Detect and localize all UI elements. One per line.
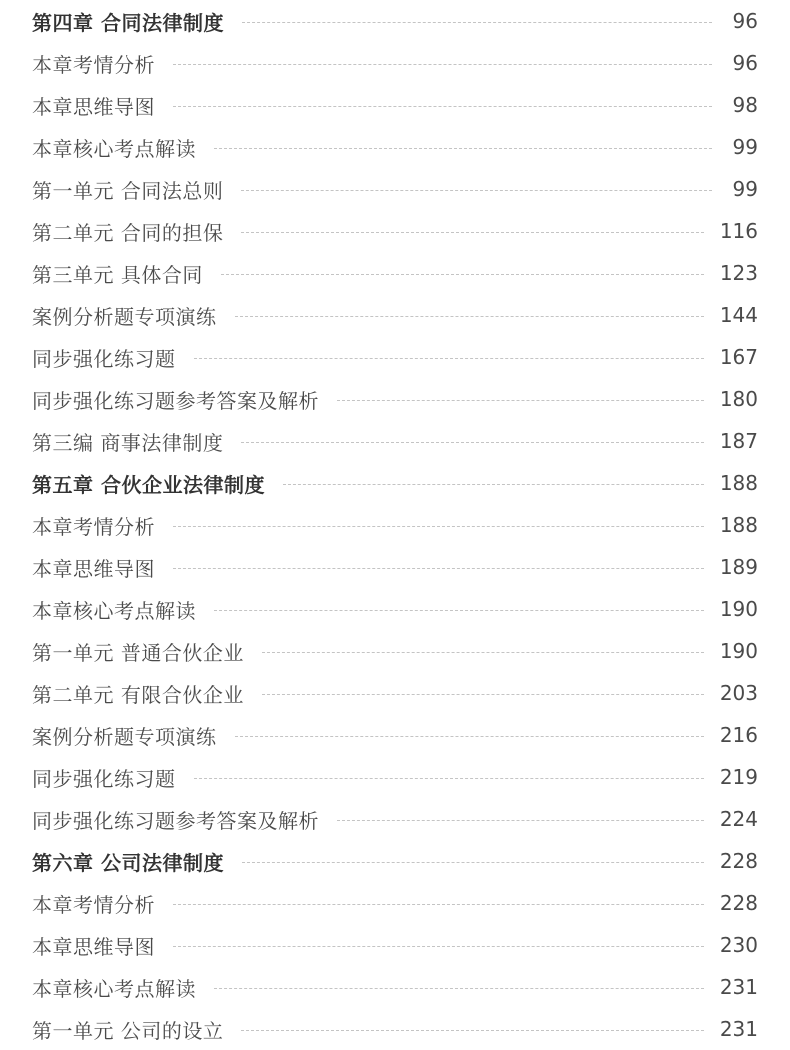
dotted-leader: [283, 484, 704, 485]
toc-entry[interactable]: [32, 546, 758, 588]
toc-entry[interactable]: [32, 882, 758, 924]
toc-entry-title: 本章核心考点解读: [32, 598, 196, 623]
toc-page-number: 216: [719, 723, 758, 747]
toc-entry-title: 本章思维导图: [32, 556, 155, 581]
toc-entry[interactable]: [32, 756, 758, 798]
toc-entry-title: 第一单元 公司的设立: [32, 1018, 224, 1043]
toc-entry-title: 第二单元 合同的担保: [32, 220, 224, 245]
toc-entry[interactable]: [32, 798, 758, 840]
toc-page-number: 99: [732, 135, 758, 159]
dotted-leader: [241, 442, 703, 443]
toc-page-number: 231: [719, 975, 758, 999]
toc-entry[interactable]: [32, 420, 758, 462]
toc-entry-title: 案例分析题专项演练: [32, 304, 217, 329]
toc-page-number: 98: [732, 93, 758, 117]
toc-entry[interactable]: [32, 1008, 758, 1050]
dotted-leader: [235, 316, 704, 317]
toc-page-number: 219: [719, 765, 758, 789]
toc-entry-title: 本章核心考点解读: [32, 136, 196, 161]
toc-entry-title: 同步强化练习题参考答案及解析: [32, 808, 319, 833]
toc-entry[interactable]: [32, 966, 758, 1008]
toc-entry-title: 第二单元 有限合伙企业: [32, 682, 244, 707]
toc-page-number: 167: [719, 345, 758, 369]
toc-entry-title: 第一单元 普通合伙企业: [32, 640, 244, 665]
toc-entry-title: 本章思维导图: [32, 94, 155, 119]
toc-entry[interactable]: [32, 168, 758, 210]
toc-page-number: 190: [719, 597, 758, 621]
dotted-leader: [173, 526, 704, 527]
dotted-leader: [337, 820, 704, 821]
toc-entry-title: 第三编 商事法律制度: [32, 430, 224, 455]
toc-entry-title: 同步强化练习题: [32, 346, 176, 371]
toc-entry[interactable]: [32, 210, 758, 252]
dotted-leader: [173, 106, 712, 107]
dotted-leader: [173, 64, 712, 65]
dotted-leader: [173, 568, 704, 569]
toc-page-number: 188: [719, 471, 758, 495]
toc-entry[interactable]: [32, 252, 758, 294]
toc-entry-title: 同步强化练习题: [32, 766, 176, 791]
toc-page-number: 144: [719, 303, 758, 327]
dotted-leader: [241, 232, 703, 233]
toc-chapter-entry[interactable]: [32, 0, 758, 42]
dotted-leader: [242, 22, 712, 23]
toc-page-number: 189: [719, 555, 758, 579]
dotted-leader: [241, 190, 712, 191]
toc-entry[interactable]: [32, 630, 758, 672]
toc-entry-title: 第四章 合同法律制度: [32, 10, 224, 35]
toc-page-number: 203: [719, 681, 758, 705]
toc-entry-title: 本章考情分析: [32, 52, 155, 77]
dotted-leader: [262, 652, 704, 653]
dotted-leader: [214, 988, 704, 989]
toc-entry[interactable]: [32, 126, 758, 168]
dotted-leader: [235, 736, 704, 737]
toc-entry-title: 本章考情分析: [32, 892, 155, 917]
toc-page-number: 231: [719, 1017, 758, 1041]
toc-entry[interactable]: [32, 42, 758, 84]
toc-page-number: 190: [719, 639, 758, 663]
toc-entry[interactable]: [32, 84, 758, 126]
dotted-leader: [242, 862, 704, 863]
toc-entry[interactable]: [32, 924, 758, 966]
toc-page-number: 228: [719, 891, 758, 915]
dotted-leader: [194, 778, 704, 779]
toc-entry-title: 同步强化练习题参考答案及解析: [32, 388, 319, 413]
toc-entry-title: 第一单元 合同法总则: [32, 178, 224, 203]
toc-entry-title: 第三单元 具体合同: [32, 262, 203, 287]
toc-page-number: 99: [732, 177, 758, 201]
dotted-leader: [214, 148, 712, 149]
toc-page-number: 116: [719, 219, 758, 243]
dotted-leader: [262, 694, 704, 695]
toc-entry-title: 案例分析题专项演练: [32, 724, 217, 749]
dotted-leader: [194, 358, 704, 359]
dotted-leader: [337, 400, 704, 401]
toc-entry[interactable]: [32, 714, 758, 756]
dotted-leader: [221, 274, 704, 275]
dotted-leader: [173, 904, 704, 905]
toc-page-number: 228: [719, 849, 758, 873]
toc-entry[interactable]: [32, 294, 758, 336]
toc-entry[interactable]: [32, 588, 758, 630]
toc-page-number: 96: [732, 9, 758, 33]
toc-entry[interactable]: [32, 378, 758, 420]
toc-entry-title: 本章核心考点解读: [32, 976, 196, 1001]
toc-page-number: 96: [732, 51, 758, 75]
toc-chapter-entry[interactable]: [32, 462, 758, 504]
toc-entry-title: 第五章 合伙企业法律制度: [32, 472, 265, 497]
toc-entry[interactable]: [32, 336, 758, 378]
toc-page-number: 224: [719, 807, 758, 831]
dotted-leader: [214, 610, 704, 611]
toc-entry[interactable]: [32, 504, 758, 546]
toc-entry-title: 本章思维导图: [32, 934, 155, 959]
toc-page-number: 187: [719, 429, 758, 453]
dotted-leader: [173, 946, 704, 947]
toc-page-number: 180: [719, 387, 758, 411]
toc-page-number: 188: [719, 513, 758, 537]
toc-page-number: 230: [719, 933, 758, 957]
toc-entry-title: 第六章 公司法律制度: [32, 850, 224, 875]
toc-chapter-entry[interactable]: [32, 840, 758, 882]
toc-page-number: 123: [719, 261, 758, 285]
dotted-leader: [241, 1030, 703, 1031]
toc-entry[interactable]: [32, 672, 758, 714]
toc-entry-title: 本章考情分析: [32, 514, 155, 539]
